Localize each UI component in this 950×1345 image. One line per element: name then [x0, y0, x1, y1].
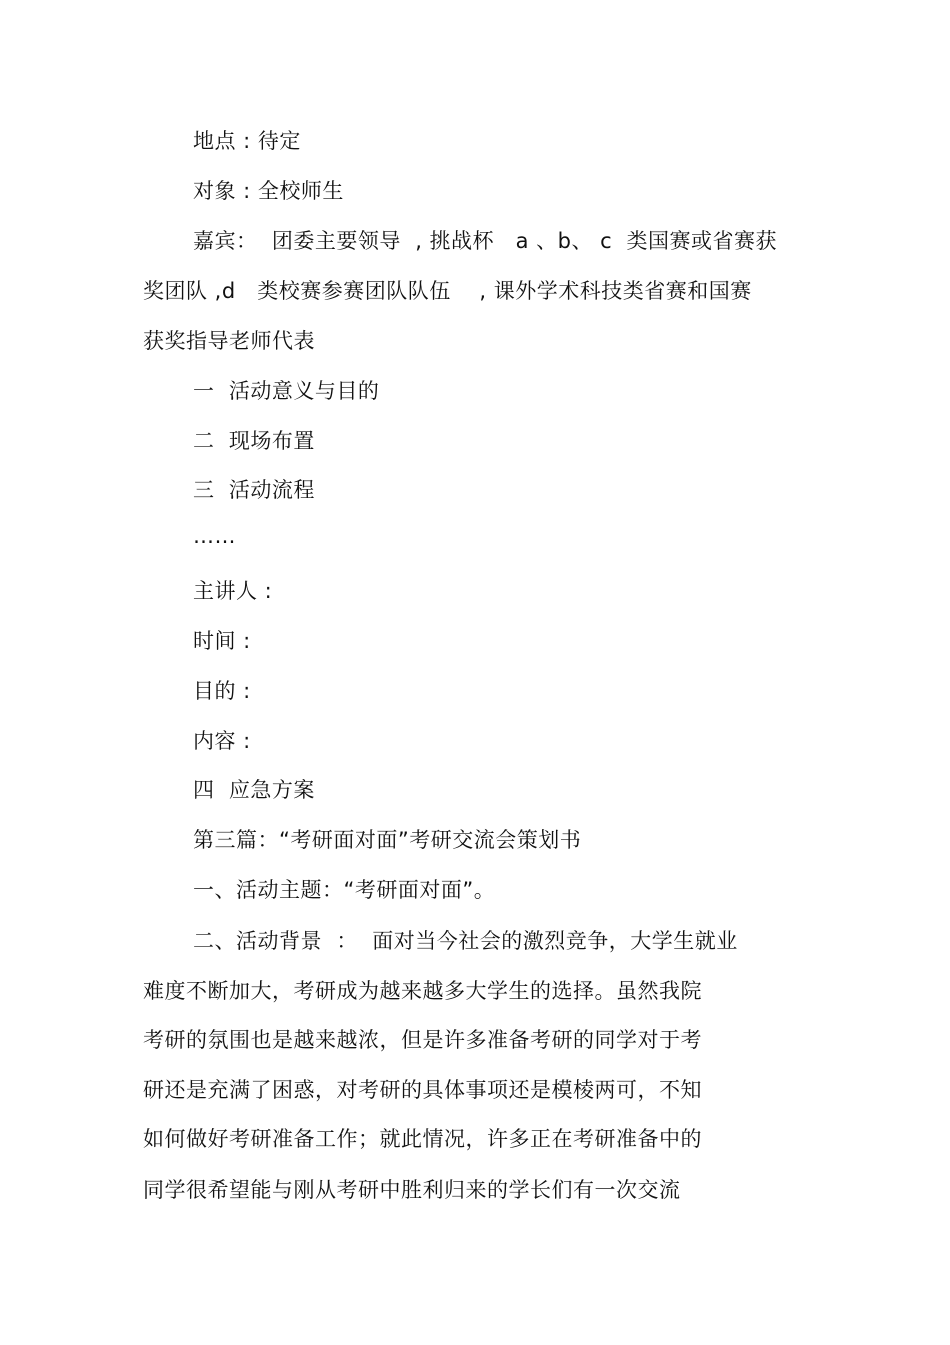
guests-line-2: 奖团队 ,d 类校赛参赛团队队伍 , 课外学术科技类省赛和国赛 — [143, 279, 752, 303]
section-heading-4: 四 应急方案 — [193, 778, 315, 802]
section-heading-1: 一 活动意义与目的 — [193, 379, 380, 403]
speaker-line: 主讲人 : — [193, 579, 273, 603]
background-line-5: 如何做好考研准备工作；就此情况，许多正在考研准备中的 — [143, 1127, 702, 1151]
section-heading-3: 三 活动流程 — [193, 478, 315, 502]
guests-line-1: 嘉宾： 团委主要领导 , 挑战杯 a 、b、 c 类国赛或省赛获 — [193, 229, 778, 253]
activity-theme-line: 一、活动主题：“考研面对面”。 — [193, 878, 496, 902]
background-line-3: 考研的氛围也是越来越浓，但是许多准备考研的同学对于考 — [143, 1028, 702, 1052]
section-heading-2: 二 现场布置 — [193, 429, 315, 453]
audience-line: 对象 : 全校师生 — [193, 179, 344, 203]
purpose-line: 目的 : — [193, 679, 251, 703]
chapter-title: 第三篇：“考研面对面”考研交流会策划书 — [193, 828, 582, 852]
time-line: 时间 : — [193, 629, 251, 653]
background-line-2: 难度不断加大，考研成为越来越多大学生的选择。虽然我院 — [143, 979, 702, 1003]
content-line: 内容 : — [193, 729, 251, 753]
guests-line-3: 获奖指导老师代表 — [143, 329, 315, 353]
background-line-1: 二、活动背景 ： 面对当今社会的激烈竞争，大学生就业 — [193, 929, 738, 953]
background-line-4: 研还是充满了困惑，对考研的具体事项还是模棱两可，不知 — [143, 1078, 702, 1102]
background-line-6: 同学很希望能与刚从考研中胜利归来的学长们有一次交流 — [143, 1178, 681, 1202]
location-line: 地点 : 待定 — [193, 129, 301, 153]
ellipsis-line: …… — [193, 524, 236, 548]
